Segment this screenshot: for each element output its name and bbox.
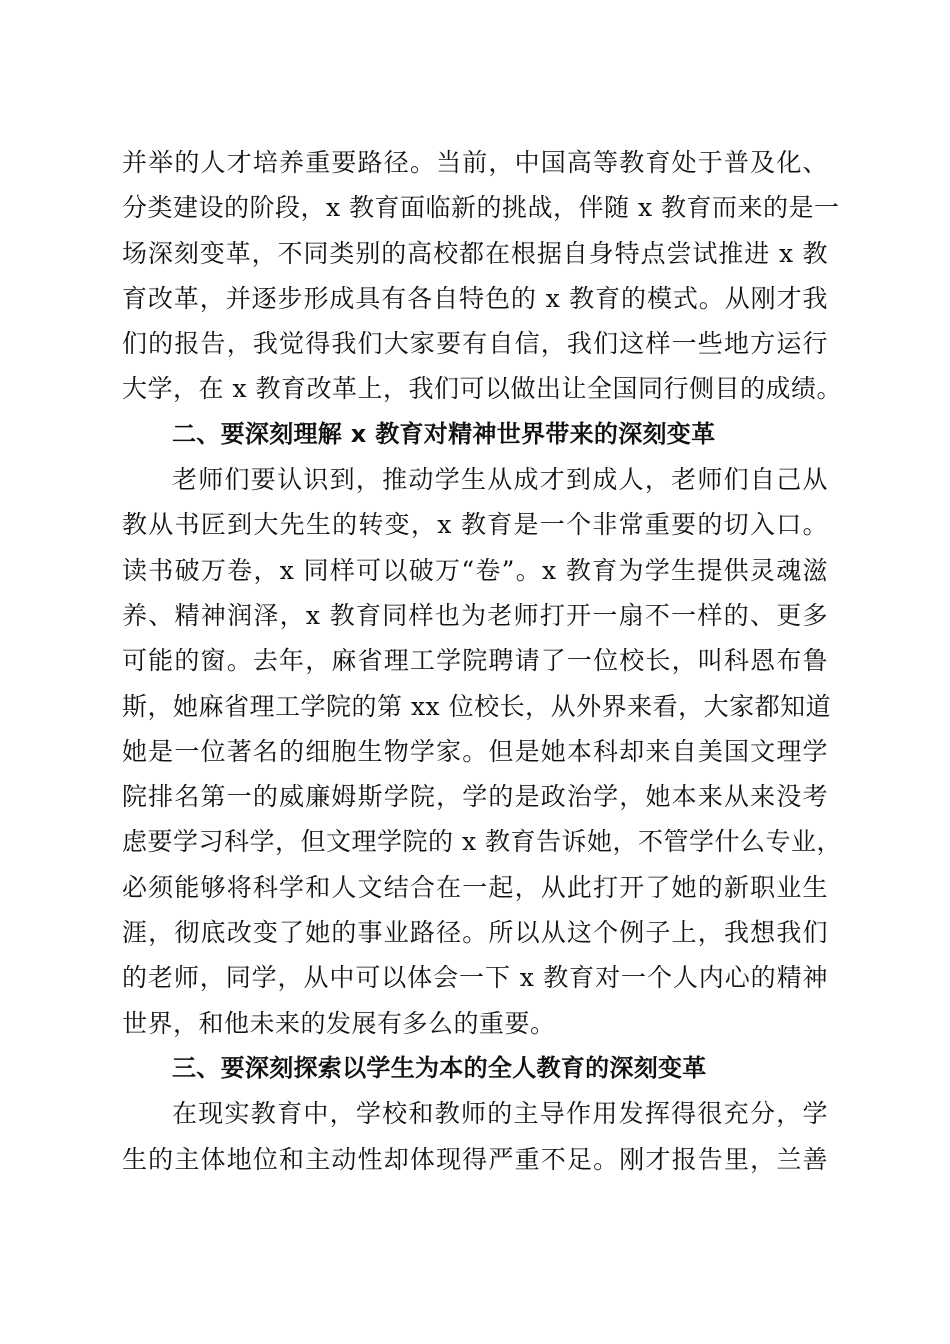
text-line: 育改革，并逐步形成具有各自特色的 x 教育的模式。从刚才我 xyxy=(122,283,828,313)
text-line: 在现实教育中，学校和教师的主导作用发挥得很充分，学 xyxy=(172,1099,828,1129)
text-line: 教从书匠到大先生的转变，x 教育是一个非常重要的切入口。 xyxy=(122,510,828,540)
text-line: 分类建设的阶段，x 教育面临新的挑战，伴随 x 教育而来的是一 xyxy=(122,193,840,223)
text-line: 读书破万卷，x 同样可以破万“卷”。x 教育为学生提供灵魂滋 xyxy=(122,555,828,585)
document-body xyxy=(122,140,842,1182)
text-line: 可能的窗。去年，麻省理工学院聘请了一位校长，叫科恩布鲁 xyxy=(122,646,828,676)
section-heading-3: 三、要深刻探索以学生为本的全人教育的深刻变革 xyxy=(172,1053,707,1082)
text-line: 的老师，同学，从中可以体会一下 x 教育对一个人内心的精神 xyxy=(122,963,828,993)
paragraph-3 xyxy=(122,1091,828,1182)
paragraph-2 xyxy=(122,457,842,1046)
paragraph-1 xyxy=(122,140,842,412)
text-line: 世界，和他未来的发展有多么的重要。 xyxy=(122,1008,556,1038)
text-line: 院排名第一的威廉姆斯学院，学的是政治学，她本来从来没考 xyxy=(122,782,828,812)
text-line: 并举的人才培养重要路径。当前，中国高等教育处于普及化、 xyxy=(122,148,828,177)
text-line: 必须能够将科学和人文结合在一起，从此打开了她的新职业生 xyxy=(122,872,828,902)
text-line: 大学，在 x 教育改革上，我们可以做出让全国同行侧目的成绩。 xyxy=(122,374,842,404)
text-line: 们的报告，我觉得我们大家要有自信，我们这样一些地方运行 xyxy=(122,329,828,359)
text-line: 涯，彻底改变了她的事业路径。所以从这个例子上，我想我们 xyxy=(122,918,828,948)
section-heading-2: 二、要深刻理解 x 教育对精神世界带来的深刻变革 xyxy=(172,419,716,448)
text-line: 虑要学习科学，但文理学院的 x 教育告诉她，不管学什么专业， xyxy=(122,827,842,857)
text-line: 斯，她麻省理工学院的第 xx 位校长，从外界来看，大家都知道 xyxy=(122,691,832,721)
text-line: 养、精神润泽，x 教育同样也为老师打开一扇不一样的、更多 xyxy=(122,600,828,630)
text-line: 她是一位著名的细胞生物学家。但是她本科却来自美国文理学 xyxy=(122,736,828,766)
text-line: 场深刻变革，不同类别的高校都在根据自身特点尝试推进 x 教 xyxy=(122,238,828,268)
text-line: 老师们要认识到，推动学生从成才到成人，老师们自己从 xyxy=(172,465,828,495)
text-line: 生的主体地位和主动性却体现得严重不足。刚才报告里，兰善 xyxy=(122,1144,828,1174)
